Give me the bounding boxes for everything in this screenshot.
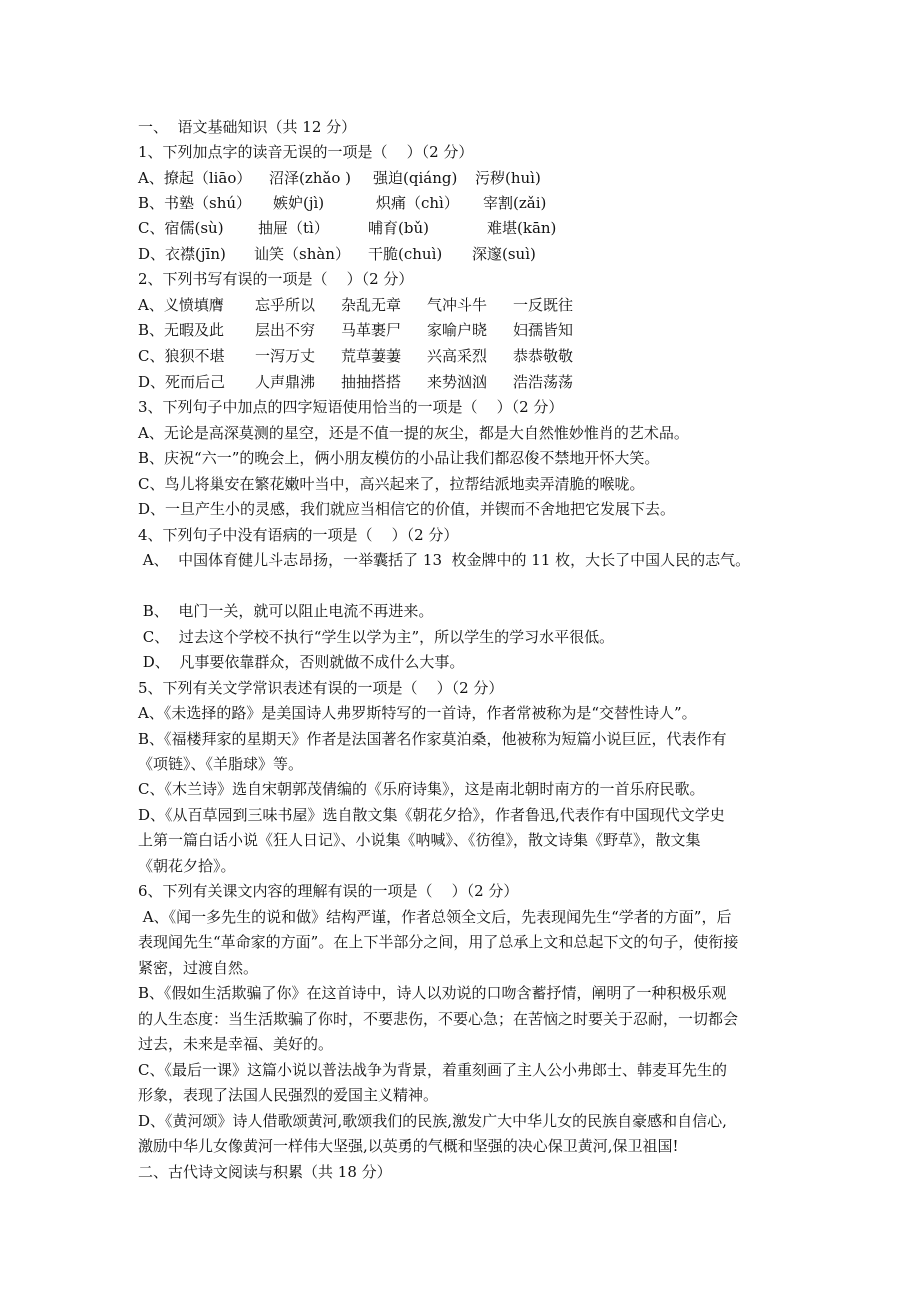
answer-line: 《朝花夕拾》。 [138, 857, 236, 875]
option-item: A、撩起（liāo） [138, 169, 252, 187]
option-item: 来势汹汹 [427, 373, 488, 391]
option-item: 浩浩荡荡 [513, 373, 574, 391]
option-item: 一泻万丈 [255, 347, 316, 365]
option-row [138, 320, 573, 340]
answer-line: D、一旦产生小的灵感，我们就应当相信它的价值，并锲而不舍地把它发展下去。 [138, 500, 676, 518]
answer-line: 激励中华儿女像黄河一样伟大坚强,以英勇的气概和坚强的决心保卫黄河,保卫祖国! [138, 1137, 679, 1155]
option-item: 深邃(suì) [472, 245, 536, 263]
answer-line: 上第一篇白话小说《狂人日记》、小说集《呐喊》、《彷徨》，散文诗集《野草》，散文集 [138, 831, 701, 849]
answer-line: A、《未选择的路》是美国诗人弗罗斯特写的一首诗，作者常被称为是“交替性诗人”。 [138, 704, 697, 722]
question-stem: 3、下列句子中加点的四字短语使用恰当的一项是（ ）（2 分） [138, 398, 564, 416]
option-item: 干脆(chuì) [368, 245, 443, 263]
option-item: 兴高采烈 [427, 347, 488, 365]
section-heading: 二、古代诗文阅读与积累（共 18 分） [138, 1163, 392, 1181]
option-row [138, 372, 573, 392]
answer-line: B、《福楼拜家的星期天》作者是法国著名作家莫泊桑，他被称为短篇小说巨匠，代表作有 [138, 730, 727, 748]
answer-line: D、《黄河颂》诗人借歌颂黄河,歌颂我们的民族,激发广大中华儿女的民族自豪感和自信心, [138, 1112, 727, 1130]
answer-line: D、《从百草园到三味书屋》选自散文集《朝花夕拾》，作者鲁迅,代表作有中国现代文学史 [138, 806, 725, 824]
option-row [138, 193, 546, 213]
option-item: 气冲斗牛 [427, 296, 488, 314]
option-row [138, 295, 573, 315]
answer-line: A、 中国体育健儿斗志昂扬，一举囊括了 13 枚金牌中的 11 枚，大长了中国人民的志气。 [138, 551, 751, 569]
answer-line: B、 电门一关，就可以阻止电流不再进来。 [138, 602, 434, 620]
answer-line: C、鸟儿将巢安在繁花嫩叶当中，高兴起来了，拉帮结派地卖弄清脆的喉咙。 [138, 475, 645, 493]
option-item: D、衣襟(jīn) [138, 245, 226, 263]
option-item: 忘乎所以 [255, 296, 316, 314]
question-stem: 6、下列有关课文内容的理解有误的一项是（ ）（2 分） [138, 882, 519, 900]
option-item: 嫉妒(jì) [273, 194, 325, 212]
question-stem: 2、下列书写有误的一项是（ ）（2 分） [138, 270, 414, 288]
option-item: 妇孺皆知 [513, 321, 574, 339]
answer-line: C、《最后一课》这篇小说以普法战争为背景，着重刻画了主人公小弗郎士、韩麦耳先生的 [138, 1061, 727, 1079]
option-row [138, 218, 556, 238]
answer-line: A、《闻一多先生的说和做》结构严谨，作者总领全文后，先表现闻先生“学者的方面”，后 [138, 908, 732, 926]
answer-line: B、《假如生活欺骗了你》在这首诗中，诗人以劝说的口吻含蓄抒情，阐明了一种积极乐观 [138, 984, 727, 1002]
answer-line: D、 凡事要依靠群众，否则就做不成什么大事。 [138, 653, 465, 671]
answer-line: B、庆祝“六一”的晚会上，俩小朋友模仿的小品让我们都忍俊不禁地开怀大笑。 [138, 449, 660, 467]
option-item: 一反既往 [513, 296, 574, 314]
answer-line: 表现闻先生“革命家的方面”。在上下半部分之间，用了总承上文和总起下文的句子，使衔接 [138, 933, 739, 951]
option-item: 人声鼎沸 [255, 373, 316, 391]
option-item: 难堪(kān) [487, 219, 557, 237]
option-item: 沼泽(zhǎo ) [269, 169, 352, 187]
option-row [138, 244, 536, 264]
section-heading: 一、 语文基础知识（共 12 分） [138, 118, 357, 136]
option-item: C、宿儒(sù) [138, 219, 224, 237]
option-item: 马革裹尸 [341, 321, 402, 339]
option-row [138, 346, 573, 366]
option-item: 抽抽搭搭 [341, 373, 402, 391]
option-item: 恭恭敬敬 [513, 347, 574, 365]
option-item: 宰割(zǎi) [483, 194, 547, 212]
option-item: 杂乱无章 [341, 296, 402, 314]
answer-line: 的人生态度：当生活欺骗了你时，不要悲伤，不要心急；在苦恼之时要关于忍耐，一切都会 [138, 1010, 739, 1028]
question-stem: 1、下列加点字的读音无误的一项是（ ）（2 分） [138, 143, 474, 161]
answer-line: C、 过去这个学校不执行“学生以学为主”，所以学生的学习水平很低。 [138, 628, 615, 646]
option-item: 炽痛（chì） [376, 194, 459, 212]
option-item: 层出不穷 [255, 321, 316, 339]
option-item: D、死而后己 [138, 373, 226, 391]
question-stem: 5、下列有关文学常识表述有误的一项是（ ）（2 分） [138, 679, 504, 697]
option-item: 荒草萋萋 [341, 347, 402, 365]
option-row [138, 168, 541, 188]
answer-line: 形象，表现了法国人民强烈的爱国主义精神。 [138, 1086, 439, 1104]
option-item: 讪笑（shàn） [254, 245, 350, 263]
question-stem: 4、下列句子中没有语病的一项是（ ）（2 分） [138, 526, 459, 544]
answer-line: C、《木兰诗》选自宋朝郭茂倩编的《乐府诗集》，这是南北朝时南方的一首乐府民歌。 [138, 780, 705, 798]
option-item: B、书塾（shú） [138, 194, 252, 212]
answer-line: 紧密，过渡自然。 [138, 959, 259, 977]
option-item: 哺育(bǔ) [368, 219, 429, 237]
option-item: 强迫(qiáng) [373, 169, 458, 187]
option-item: B、无暇及此 [138, 321, 225, 339]
option-item: A、义愤填膺 [138, 296, 224, 314]
option-item: 家喻户晓 [427, 321, 488, 339]
answer-line: 《项链》、《羊脂球》等。 [138, 755, 304, 773]
answer-line: 过去，未来是幸福、美好的。 [138, 1035, 334, 1053]
option-item: 污秽(huì) [475, 169, 541, 187]
answer-line: A、无论是高深莫测的星空，还是不值一提的灰尘，都是大自然惟妙惟肖的艺术品。 [138, 424, 689, 442]
option-item: C、狼狈不堪 [138, 347, 225, 365]
option-item: 抽屉（tì） [258, 219, 329, 237]
